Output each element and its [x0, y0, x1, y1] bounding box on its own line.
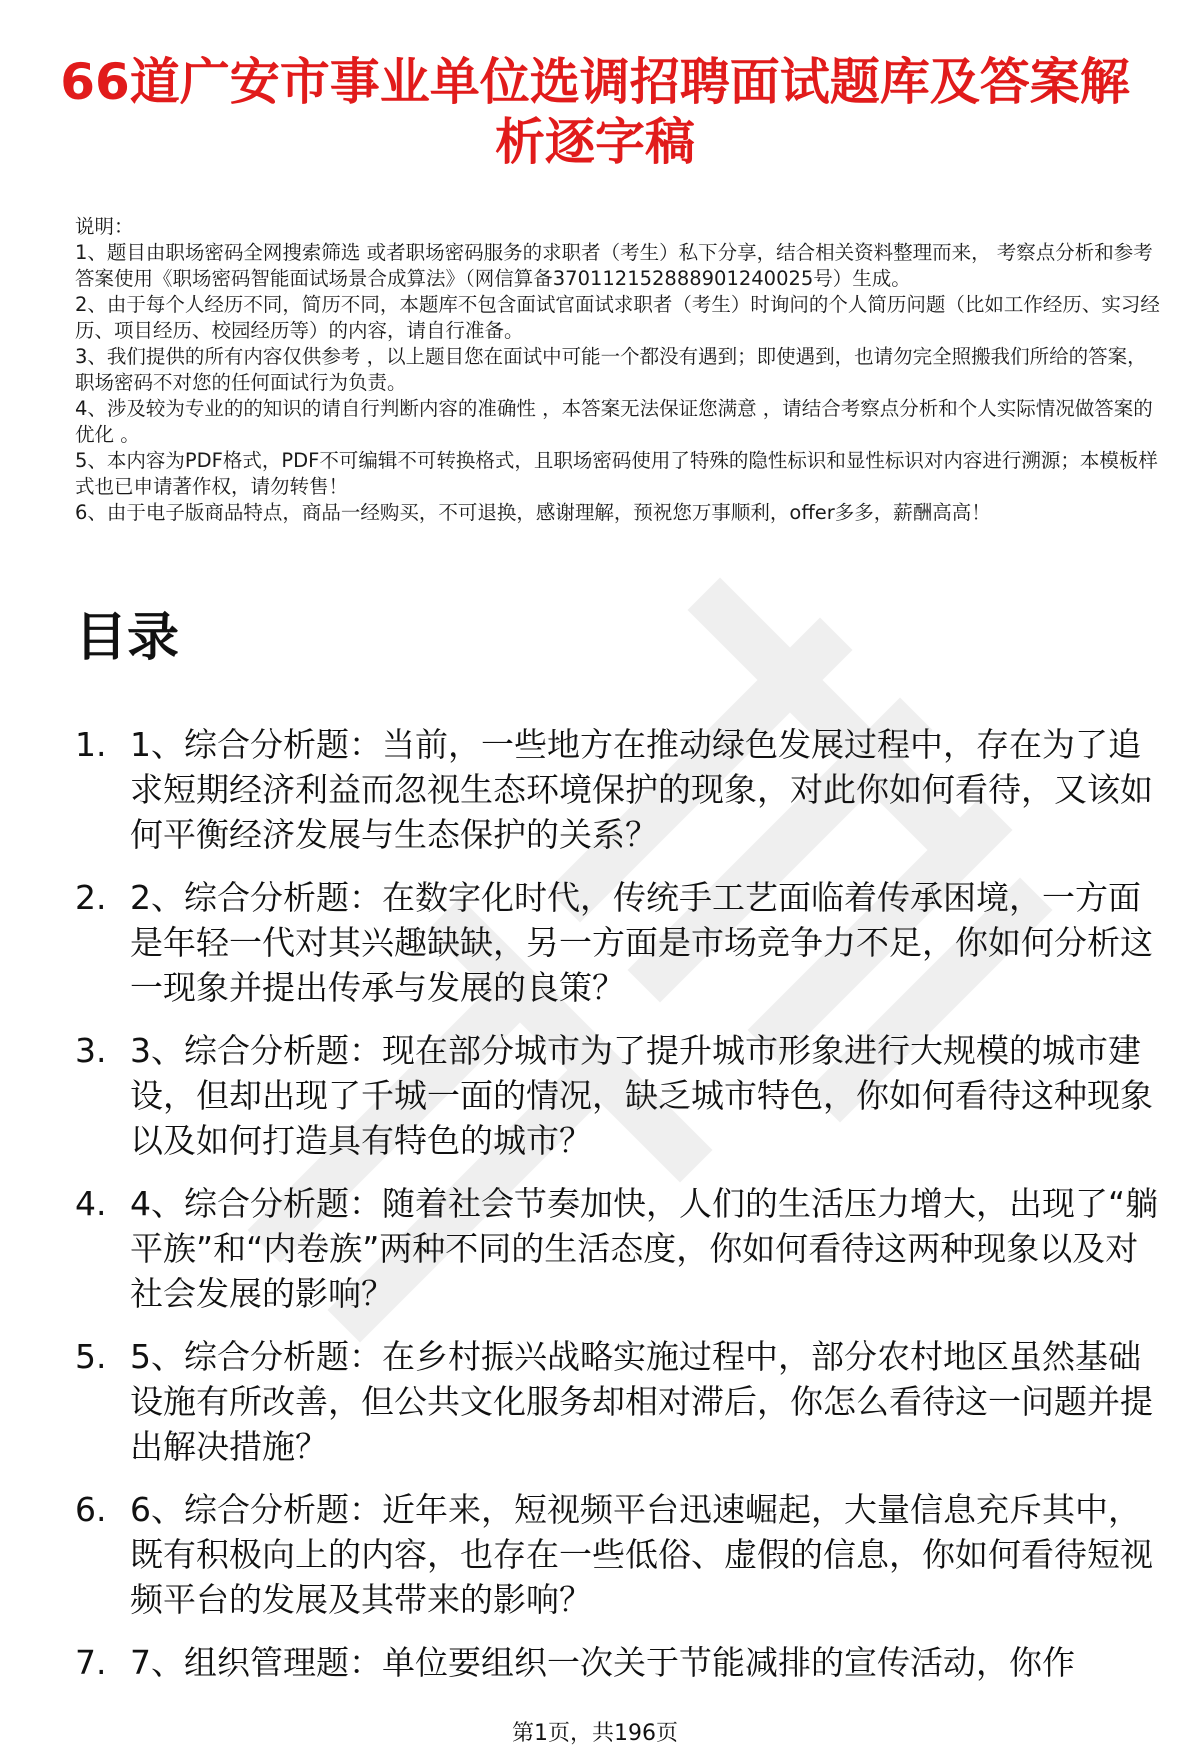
toc-item-text: 3、综合分析题：现在部分城市为了提升城市形象进行大规模的城市建设，但却出现了千城一面的情况，缺乏城市特色，你如何看待这种现象以及如何打造具有特色的城市？	[130, 1031, 1153, 1160]
toc-item-number: 5.	[75, 1337, 107, 1376]
toc-item-number: 7.	[75, 1643, 107, 1682]
toc-item[interactable]	[75, 1487, 1170, 1622]
toc-item[interactable]	[75, 1334, 1170, 1469]
toc-item[interactable]	[75, 875, 1170, 1010]
toc-item[interactable]	[75, 1028, 1170, 1163]
toc-item-text: 6、综合分析题：近年来，短视频平台迅速崛起，大量信息充斥其中，既有积极向上的内容，也存在一些低俗、虚假的信息，你如何看待短视频平台的发展及其带来的影响？	[130, 1490, 1153, 1619]
page-footer: 第1页，共196页	[512, 1721, 678, 1746]
toc-item[interactable]	[75, 1181, 1170, 1316]
toc-item-text: 5、综合分析题：在乡村振兴战略实施过程中，部分农村地区虽然基础设施有所改善，但公共文化服务却相对滞后，你怎么看待这一问题并提出解决措施？	[130, 1337, 1153, 1466]
note-item: 6、由于电子版商品特点，商品一经购买，不可退换，感谢理解，预祝您万事顺利，offer多多，薪酬高高！	[75, 501, 991, 524]
notes-section	[75, 214, 1165, 526]
note-item: 1、题目由职场密码全网搜索筛选 或者职场密码服务的求职者（考生）私下分享，结合相关资料整理而来， 考察点分析和参考答案使用《职场密码智能面试场景合成算法》（网信算备370112152888901240025号）生成。	[75, 241, 1153, 290]
toc-item[interactable]	[75, 722, 1170, 857]
toc-heading: 目录	[75, 608, 180, 668]
note-item: 3、我们提供的所有内容仅供参考 ，以上题目您在面试中可能一个都没有遇到；即使遇到，也请勿完全照搬我们所给的答案，职场密码不对您的任何面试行为负责。	[75, 345, 1147, 394]
note-item: 2、由于每个人经历不同，简历不同，本题库不包含面试官面试求职者（考生）时询问的个人简历问题（比如工作经历、实习经历、项目经历、校园经历等）的内容，请自行准备。	[75, 293, 1160, 342]
document-title: 66道广安市事业单位选调招聘面试题库及答案解析逐字稿	[60, 53, 1130, 171]
toc-list	[75, 722, 1170, 1703]
toc-item-text: 7、组织管理题：单位要组织一次关于节能减排的宣传活动，你作	[130, 1643, 1075, 1682]
toc-item-number: 1.	[75, 725, 107, 764]
notes-heading: 说明：	[75, 215, 134, 238]
toc-item-number: 2.	[75, 878, 107, 917]
toc-item[interactable]	[75, 1640, 1170, 1685]
note-item: 4、涉及较为专业的的知识的请自行判断内容的准确性 ，本答案无法保证您满意 ，请结合考察点分析和个人实际情况做答案的优化 。	[75, 397, 1153, 446]
toc-item-text: 1、综合分析题：当前，一些地方在推动绿色发展过程中，存在为了追求短期经济利益而忽视生态环境保护的现象，对此你如何看待，又该如何平衡经济发展与生态保护的关系？	[130, 725, 1153, 854]
toc-item-number: 3.	[75, 1031, 107, 1070]
toc-item-text: 4、综合分析题：随着社会节奏加快，人们的生活压力增大，出现了“躺平族”和“内卷族”两种不同的生活态度，你如何看待这两种现象以及对社会发展的影响？	[130, 1184, 1159, 1313]
toc-item-number: 6.	[75, 1490, 107, 1529]
note-item: 5、本内容为PDF格式，PDF不可编辑不可转换格式，且职场密码使用了特殊的隐性标识和显性标识对内容进行溯源；本模板样式也已申请著作权，请勿转售！	[75, 449, 1158, 498]
toc-item-number: 4.	[75, 1184, 107, 1223]
toc-item-text: 2、综合分析题：在数字化时代，传统手工艺面临着传承困境，一方面是年轻一代对其兴趣缺缺，另一方面是市场竞争力不足，你如何分析这一现象并提出传承与发展的良策？	[130, 878, 1153, 1007]
